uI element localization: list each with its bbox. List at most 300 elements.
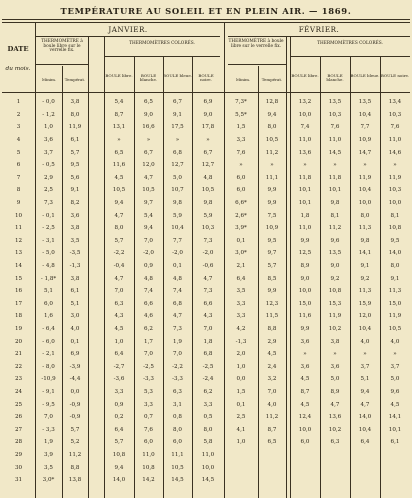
january-cell: 0,5 — [203, 414, 213, 421]
january-cell: 6,0 — [144, 439, 153, 446]
january-cell: » — [117, 137, 121, 144]
day-cell: 13 — [14, 250, 23, 257]
january-cell: 4,8 — [173, 275, 182, 282]
january-cell: 11,0 — [142, 451, 155, 458]
january-cell: 9,0 — [144, 111, 153, 118]
january-cell: 5,1 — [70, 300, 80, 307]
february-cell: 8,5 — [267, 275, 277, 282]
february-cell: 8,0 — [267, 124, 277, 131]
february-cell: » — [270, 162, 274, 169]
date-header: DATE — [7, 45, 29, 53]
february-cell: 1,0 — [236, 439, 246, 446]
spacer-cell — [88, 373, 104, 386]
january-cell: 7,4 — [173, 288, 182, 295]
february-cell: 4,0 — [360, 338, 370, 345]
january-cell: 0,9 — [144, 263, 153, 270]
february-cell: 0,1 — [236, 237, 246, 244]
february-cell: 10,4 — [358, 426, 372, 433]
spacer-cell — [88, 172, 104, 185]
table-row — [2, 247, 410, 260]
february-cell: » — [239, 162, 243, 169]
february-cell: 6,3 — [330, 439, 340, 446]
february-cell: 10,5 — [388, 325, 402, 332]
february-cell: 9,2 — [330, 275, 340, 282]
spacer-cell — [88, 134, 104, 147]
february-cell: 10,8 — [328, 288, 342, 295]
february-cell: 11,6 — [298, 313, 312, 320]
january-cell: -2,2 — [172, 363, 183, 370]
february-cell — [224, 461, 258, 474]
january-cell: 14,2 — [142, 477, 155, 484]
january-cell: 6,8 — [203, 351, 213, 358]
january-cell: 5,1 — [44, 288, 53, 295]
january-colored-rule — [104, 56, 220, 57]
table-row — [2, 209, 410, 222]
january-cell: 3,8 — [70, 225, 80, 232]
january-cell: 5,7 — [114, 237, 124, 244]
february-cell: 15,9 — [358, 300, 372, 307]
day-cell: 22 — [14, 363, 23, 370]
january-cell: - 4,8 — [42, 263, 55, 270]
january-cell: 10,4 — [171, 225, 184, 232]
january-cell: - 1,2 — [42, 111, 55, 118]
february-cell: 10,9 — [358, 137, 372, 144]
february-cell: 9,6 — [330, 237, 340, 244]
february-cell: 11,5 — [265, 313, 279, 320]
february-cell: 11,9 — [328, 313, 342, 320]
february-cell: 9,5 — [390, 237, 400, 244]
january-cell: 1,6 — [44, 313, 53, 320]
february-cell: 15,0 — [298, 300, 312, 307]
february-cell: 10,1 — [328, 187, 342, 194]
february-cell: 8,1 — [330, 212, 340, 219]
january-cell: 4,5 — [114, 325, 124, 332]
january-cell: 7,4 — [144, 288, 153, 295]
january-cell: 10,8 — [142, 464, 155, 471]
page-title: TEMPÉRATURE AU SOLEIL ET EN PLEIN AIR. — 1869. — [60, 6, 352, 16]
january-cell: 6,6 — [144, 300, 153, 307]
february-cell: 8,7 — [300, 388, 310, 395]
january-cell: 6,8 — [173, 300, 182, 307]
february-cell — [380, 474, 410, 487]
spacer-cell — [88, 285, 104, 298]
january-cell: 9,1 — [70, 187, 80, 194]
february-cell: 10,3 — [328, 111, 342, 118]
january-cell: 7,0 — [203, 325, 213, 332]
day-cell: 12 — [14, 237, 23, 244]
february-cell: 8,7 — [267, 426, 277, 433]
february-cell: 11,3 — [358, 225, 372, 232]
february-cell: 14,5 — [328, 149, 342, 156]
february-cell: 11,9 — [388, 174, 402, 181]
february-cell — [290, 474, 320, 487]
january-cell: 7,0 — [44, 414, 53, 421]
february-cell: 3,5 — [236, 288, 246, 295]
january-cell: 8,0 — [114, 225, 124, 232]
february-cell: 0,0 — [236, 376, 246, 383]
january-cell: 4,7 — [144, 174, 153, 181]
january-cell: 9,7 — [144, 200, 153, 207]
january-cell: -0,9 — [69, 414, 81, 421]
february-cell: 7,6 — [236, 149, 246, 156]
table-row — [2, 222, 410, 235]
january-cell: 3,0 — [70, 313, 80, 320]
february-cell: 10,3 — [388, 187, 402, 194]
table-row — [2, 310, 410, 323]
february-col-blue: BOULE bleue. — [350, 73, 380, 78]
january-cell: 10,5 — [142, 187, 155, 194]
february-cell: 11,2 — [265, 149, 279, 156]
january-cell: 7,0 — [114, 288, 124, 295]
february-cell: 6,5 — [267, 439, 277, 446]
january-cell: 5,7 — [70, 149, 80, 156]
january-cell: 5,9 — [173, 212, 182, 219]
table-row — [2, 323, 410, 336]
february-cell: 13,6 — [298, 149, 312, 156]
january-cell: -0,9 — [69, 401, 81, 408]
spacer-cell — [88, 159, 104, 172]
february-cell: 13,6 — [328, 414, 342, 421]
february-group-free-bulb: THERMOMÈTRE à boule libre sur le verrelle fix. — [228, 39, 284, 49]
january-cell: 10,0 — [201, 464, 215, 471]
january-cell: 3,6 — [70, 212, 80, 219]
february-cell: 9,9 — [267, 288, 277, 295]
january-cell: 11,2 — [68, 451, 82, 458]
header-bottom-rule — [2, 92, 410, 93]
january-cell: -3,3 — [172, 376, 183, 383]
date-subheader: du mois. — [5, 66, 31, 72]
january-cell: 9,4 — [114, 200, 124, 207]
february-cell: 9,7 — [267, 250, 277, 257]
january-cell: 5,4 — [114, 99, 124, 106]
january-cell: 0,9 — [114, 401, 124, 408]
february-cell: 11,3 — [358, 288, 372, 295]
january-cell: - 0,1 — [42, 212, 55, 219]
february-cell: 14,1 — [388, 414, 402, 421]
february-cell — [290, 461, 320, 474]
february-cell — [224, 474, 258, 487]
january-cell: 4,8 — [144, 275, 153, 282]
table-row — [2, 260, 410, 273]
february-cell — [258, 474, 286, 487]
february-cell: 11,8 — [328, 174, 342, 181]
january-col-white: BOULE blanche. — [139, 73, 158, 83]
january-col-min: Minim. — [41, 77, 57, 82]
table-row — [2, 134, 410, 147]
table-row — [2, 159, 410, 172]
spacer-cell — [88, 411, 104, 424]
january-cell: 17,8 — [201, 124, 215, 131]
february-cell: 6,0 — [236, 174, 246, 181]
spacer-cell — [88, 96, 104, 109]
february-cell: 15,0 — [388, 300, 402, 307]
february-cell: 10,0 — [358, 200, 372, 207]
spacer-cell — [88, 436, 104, 449]
january-cell: 4,7 — [203, 275, 213, 282]
january-cell: 4,8 — [203, 174, 213, 181]
february-cell: » — [333, 351, 337, 358]
february-cell — [320, 461, 350, 474]
january-cell: 9,0 — [203, 111, 213, 118]
february-cell — [350, 449, 380, 462]
february-cell: 14,7 — [358, 149, 372, 156]
january-cell: 11,6 — [112, 162, 126, 169]
january-cell: 4,7 — [114, 212, 124, 219]
february-cell: 12,8 — [265, 99, 279, 106]
february-cell: 9,2 — [360, 275, 370, 282]
february-cell: 6,6* — [235, 200, 247, 207]
table-row — [2, 423, 410, 436]
february-cell: 10,0 — [298, 111, 312, 118]
january-cell: - 0,0 — [42, 99, 55, 106]
february-cell — [290, 449, 320, 462]
day-cell: 15 — [14, 275, 23, 282]
february-cell: 4,5 — [300, 376, 310, 383]
february-cell: 9,9 — [267, 200, 277, 207]
february-cell: 9,9 — [300, 237, 310, 244]
february-cell: » — [333, 162, 337, 169]
february-cell: 1,5 — [236, 124, 246, 131]
february-cell: 10,2 — [328, 426, 342, 433]
table-row — [2, 121, 410, 134]
january-cell: 3,9 — [44, 451, 53, 458]
january-cell: 5,8 — [203, 439, 213, 446]
january-cell: 6,7 — [144, 149, 153, 156]
february-cell: 2,5 — [236, 414, 246, 421]
january-col-blue: BOULE bleue. — [163, 73, 192, 78]
january-cell: 7,3 — [203, 288, 213, 295]
february-cell: 11,9 — [388, 313, 402, 320]
january-cell: -10,9 — [41, 376, 56, 383]
february-cell: -1,3 — [235, 338, 247, 345]
february-cell: 11,2 — [265, 414, 279, 421]
february-cell: 14,0 — [388, 250, 402, 257]
table-row — [2, 398, 410, 411]
february-cell: » — [303, 162, 307, 169]
january-cell: 7,6 — [144, 426, 153, 433]
day-cell: 16 — [14, 288, 23, 295]
february-cell: 4,2 — [236, 325, 246, 332]
january-cell: 7,3 — [173, 325, 182, 332]
january-rule — [36, 36, 220, 37]
february-cell: 9,5 — [267, 237, 277, 244]
spacer-cell — [88, 272, 104, 285]
february-col-min: Minim. — [235, 77, 251, 82]
day-cell: 18 — [14, 313, 23, 320]
february-cell: 9,0 — [300, 275, 310, 282]
january-cell: 5,0 — [173, 174, 182, 181]
january-cell: 14,5 — [201, 477, 215, 484]
january-cell: - 6,4 — [42, 325, 55, 332]
january-cell: - 8,0 — [42, 363, 55, 370]
january-cell: 4,3 — [114, 313, 124, 320]
february-col-free: BOULE libre. — [291, 73, 319, 78]
spacer-cell — [88, 184, 104, 197]
january-cell: 1,9 — [173, 338, 182, 345]
january-cell: 3,1 — [173, 401, 182, 408]
january-group-free-bulb: THERMOMÈTRE à boule libre sur le verrelle fix. — [41, 39, 83, 53]
table-row — [2, 360, 410, 373]
february-cell: 3,3 — [236, 137, 246, 144]
february-cell: 11,8 — [298, 174, 312, 181]
february-cell: 1,0 — [236, 363, 246, 370]
february-cell: 5,5* — [235, 111, 247, 118]
day-cell: 1 — [16, 99, 21, 106]
january-cell: 12,7 — [201, 162, 215, 169]
february-cell: 10,4 — [358, 111, 372, 118]
january-cell: -2,0 — [172, 250, 183, 257]
january-cell: 6,0 — [44, 300, 53, 307]
january-cell: 5,6 — [70, 174, 80, 181]
table-row — [2, 235, 410, 248]
february-cell: » — [363, 162, 367, 169]
february-cell: 8,9 — [300, 263, 310, 270]
january-cell: 1,7 — [144, 338, 153, 345]
table-row — [2, 285, 410, 298]
spacer-cell — [88, 323, 104, 336]
january-cell: 9,4 — [144, 225, 153, 232]
spacer-cell — [88, 461, 104, 474]
february-cell: 3,9* — [235, 225, 247, 232]
day-cell: 30 — [14, 464, 23, 471]
day-cell: 25 — [14, 401, 23, 408]
january-cell: 10,5 — [112, 187, 126, 194]
spacer-cell — [88, 298, 104, 311]
spacer-cell — [88, 222, 104, 235]
february-cell: 4,1 — [236, 426, 246, 433]
february-cell: 6,0 — [300, 439, 310, 446]
table-row — [2, 109, 410, 122]
february-cell: 5,0 — [330, 376, 340, 383]
table-row — [2, 436, 410, 449]
january-cell: 8,0 — [203, 426, 213, 433]
month-header-january: JANVIER. — [108, 25, 148, 34]
january-cell: 7,0 — [144, 237, 153, 244]
day-cell: 29 — [14, 451, 23, 458]
february-cell: 10,8 — [388, 225, 402, 232]
january-cell: 12,0 — [142, 162, 155, 169]
january-cell: 13,8 — [68, 477, 82, 484]
january-cell: 8,0 — [70, 111, 80, 118]
day-cell: 31 — [14, 477, 23, 484]
spacer-cell — [88, 146, 104, 159]
january-cell: 11,1 — [171, 451, 184, 458]
spacer-cell — [88, 449, 104, 462]
february-group-colored: THERMOMÈTRES COLORÉS. — [317, 41, 383, 46]
february-cell: » — [393, 162, 397, 169]
january-cell: 8,0 — [173, 426, 182, 433]
february-cell: 4,7 — [360, 401, 370, 408]
february-cell: 5,0 — [390, 376, 400, 383]
january-cell: 4,7 — [173, 313, 182, 320]
february-cell: 10,5 — [265, 137, 279, 144]
february-cell: 10,4 — [358, 187, 372, 194]
february-cell: » — [363, 351, 367, 358]
spacer-cell — [88, 235, 104, 248]
table-row — [2, 461, 410, 474]
january-cell: 17,5 — [171, 124, 184, 131]
february-cell — [380, 461, 410, 474]
february-cell: 4,5 — [390, 401, 400, 408]
january-cell: 2,9 — [44, 174, 53, 181]
january-cell: 10,3 — [201, 225, 215, 232]
february-rule — [228, 36, 410, 37]
february-cell: 9,1 — [360, 263, 370, 270]
february-cell — [320, 474, 350, 487]
january-cell: 6,4 — [114, 351, 124, 358]
february-cell: 3,7 — [390, 363, 400, 370]
january-cell: 6,6 — [203, 300, 213, 307]
spacer-cell — [88, 335, 104, 348]
table-row — [2, 197, 410, 210]
january-cell: 4,6 — [144, 313, 153, 320]
january-cell: -0,4 — [113, 263, 125, 270]
january-cell: 9,5 — [70, 162, 80, 169]
february-cell: 13,5 — [328, 250, 342, 257]
january-cell: 8,8 — [70, 464, 80, 471]
january-cell: 0,1 — [173, 263, 182, 270]
january-cell: 7,3 — [203, 237, 213, 244]
february-cell: 3,6 — [330, 363, 340, 370]
january-cell: -3,9 — [69, 363, 81, 370]
february-cell: 8,1 — [390, 212, 400, 219]
january-cell: - 2,1 — [42, 351, 55, 358]
day-cell: 4 — [16, 137, 21, 144]
february-cell: 3,2 — [267, 376, 277, 383]
february-cell: 14,0 — [358, 414, 372, 421]
february-cell: 7,6 — [390, 124, 400, 131]
february-cell: 14,6 — [388, 149, 402, 156]
january-cell: 8,7 — [114, 111, 124, 118]
day-cell: 28 — [14, 439, 23, 446]
january-cell: 9,8 — [203, 200, 213, 207]
february-cell: 1,5 — [236, 388, 246, 395]
february-cell: 2,6* — [235, 212, 247, 219]
february-cell: 9,4 — [360, 388, 370, 395]
february-cell — [320, 449, 350, 462]
february-cell: 0,1 — [236, 401, 246, 408]
january-cell: 1,9 — [44, 439, 53, 446]
january-cell: -4,4 — [69, 376, 81, 383]
february-cell: » — [303, 351, 307, 358]
february-cell: 13,5 — [358, 99, 372, 106]
spacer-cell — [88, 260, 104, 273]
february-cell: 3,3 — [236, 313, 246, 320]
january-cell: -2,0 — [202, 250, 214, 257]
february-cell: 9,8 — [360, 237, 370, 244]
february-cell: 10,9 — [265, 225, 279, 232]
month-header-february: FÉVRIER. — [298, 25, 340, 34]
february-cell: 13,5 — [328, 99, 342, 106]
february-cell: 5,1 — [360, 376, 370, 383]
day-cell: 14 — [14, 263, 23, 270]
january-cell: -3,3 — [143, 376, 154, 383]
january-cell: -2,2 — [113, 250, 125, 257]
january-cell: 6,3 — [114, 300, 124, 307]
top-rule — [2, 19, 410, 20]
february-cell: 6,4 — [360, 439, 370, 446]
february-free-rule — [228, 64, 286, 65]
january-cell: 1,0 — [114, 338, 124, 345]
spacer-cell — [88, 474, 104, 487]
table-row — [2, 184, 410, 197]
february-cell: 10,0 — [298, 288, 312, 295]
january-cell: 6,9 — [70, 351, 80, 358]
january-cell: - 3,3 — [42, 426, 55, 433]
february-col-white: BOULE blanche. — [326, 73, 344, 83]
february-cell: 3,3 — [236, 300, 246, 307]
table-row — [2, 373, 410, 386]
